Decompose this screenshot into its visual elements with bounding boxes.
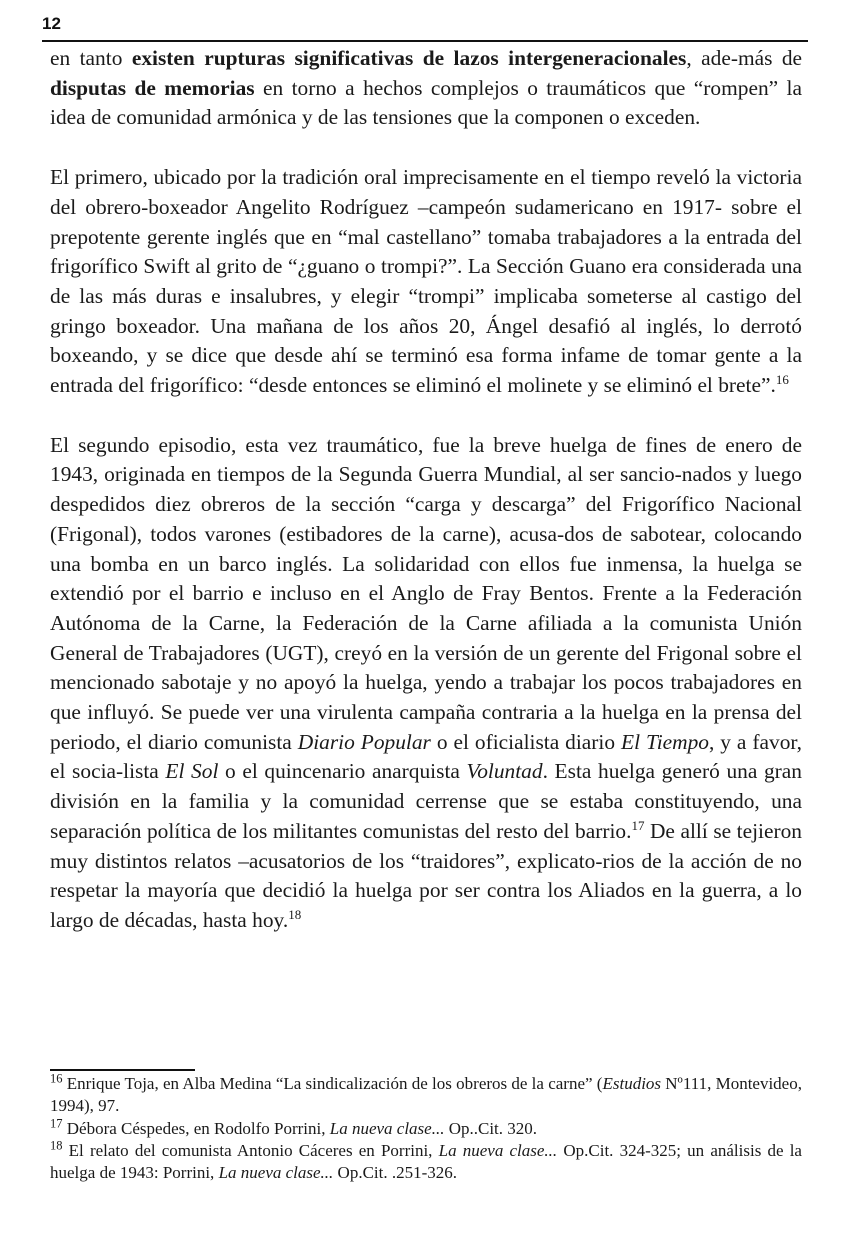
footnote-number: 16 bbox=[50, 1071, 63, 1086]
footnote-ref: 16 bbox=[775, 371, 789, 387]
footnote-18: $^{18}$ El relato del comunista Antonio Cáceres en Porrini, La nueva clase... Op.Cit. 324-325; un análisis de la huelga de 1943: Porrini, La nueva clase... Op.Cit. .251-326. bbox=[50, 1138, 802, 1183]
footnote-ref: 18 bbox=[288, 906, 302, 922]
body-text bbox=[50, 44, 802, 936]
bold-phrase: disputas de memorias bbox=[50, 75, 255, 100]
paragraph-1: en tanto existen rupturas significativas de lazos intergeneracionales, ade-más de disputas de memorias en torno a hechos complejos o traumáticos que “rompen” la idea de comunidad armónica y de las tensiones que la componen o exceden. bbox=[50, 46, 803, 130]
footnote-16: $^{16}$ Enrique Toja, en Alba Medina “La sindicalización de los obreros de la carne” (Estudios Nº111, Montevideo, 1994), 97. bbox=[50, 1071, 802, 1116]
footnote-separator bbox=[50, 1069, 195, 1071]
paragraph-2: El primero, ubicado por la tradición oral imprecisamente en el tiempo reveló la victoria del obrero-boxeador Angelito Rodríguez –campeón sudamericano en 1917- sobre el prepotente gerente inglés que en “mal castellano” tomaba trabajadores a la entrada del frigorífico Swift al grito de “¿guano o trompi?”. La Sección Guano era considerada una de las más duras e insalubres, y elegir “trompi” implicaba someterse al castigo del gringo boxeador. Una mañana de los años 20, Ángel desafió al inglés, lo derrotó boxeando, y se dice que desde ahí se terminó esa forma infame de tomar gente a la entrada del frigorífico: “desde entonces se eliminó el molinete y se eliminó el brete”.$^{16}$ bbox=[50, 165, 802, 398]
footnotes bbox=[50, 1073, 802, 1184]
italic-title: El Tiempo bbox=[621, 729, 709, 754]
footnote-number: 18 bbox=[50, 1138, 63, 1153]
italic-title: Voluntad bbox=[466, 759, 543, 784]
footnote-ref: 17 bbox=[631, 817, 645, 833]
paragraph-3: El segundo episodio, esta vez traumático, fue la breve huelga de fines de enero de 1943, originada en tiempos de la Segunda Guerra Mundial, al ser sancio-nados y luego despedidos diez obreros de la sección “carga y descarga” del Frigorífico Nacional (Frigonal), todos varones (estibadores de la carne), acusa-dos de sabotear, colocando una bomba en un barco inglés. La solidaridad con ellos fue inmensa, la huelga se extendió por el barrio e incluso en el Anglo de Fray Bentos. Frente a la Federación Autónoma de la Carne, la Federación de la Carne afiliada a la comunista Unión General de Trabajadores (UGT), creyó en la versión de un gerente del Frigonal sobre el mencionado sabotaje y no apoyó la huelga, yendo a trabajar los pocos trabajadores en que influyó. Se puede ver una virulenta campaña contraria a la huelga en la prensa del periodo, el diario comunista Diario Popular o el oficialista diario El Tiempo, y a favor, el socia-lista El Sol o el quincenario anarquista Voluntad. Esta huelga generó una gran división en la familia y la comunidad cerrense que se estaba constituyendo, una separación política de los militantes comunistas del resto del barrio.$^{17}$ De allí se tejieron muy distintos relatos –acusatorios de los “traidores”, explicato-rios de la acción de no respetar la mayoría que decidió la huelga por ser contra los Aliados en la guerra, a lo largo de décadas, hasta hoy.$^{18}$ bbox=[50, 432, 803, 932]
footnote-number: 17 bbox=[50, 1115, 63, 1130]
italic-title: Diario Popular bbox=[297, 729, 431, 754]
footnote-17: $^{17}$ Débora Céspedes, en Rodolfo Porrini, La nueva clase... Op..Cit. 320. bbox=[50, 1115, 538, 1138]
header-rule bbox=[42, 40, 808, 42]
page-number: 12 bbox=[42, 14, 61, 33]
italic-title: El Sol bbox=[165, 759, 219, 784]
bold-phrase: existen rupturas significativas de lazos intergeneracionales bbox=[131, 46, 687, 70]
